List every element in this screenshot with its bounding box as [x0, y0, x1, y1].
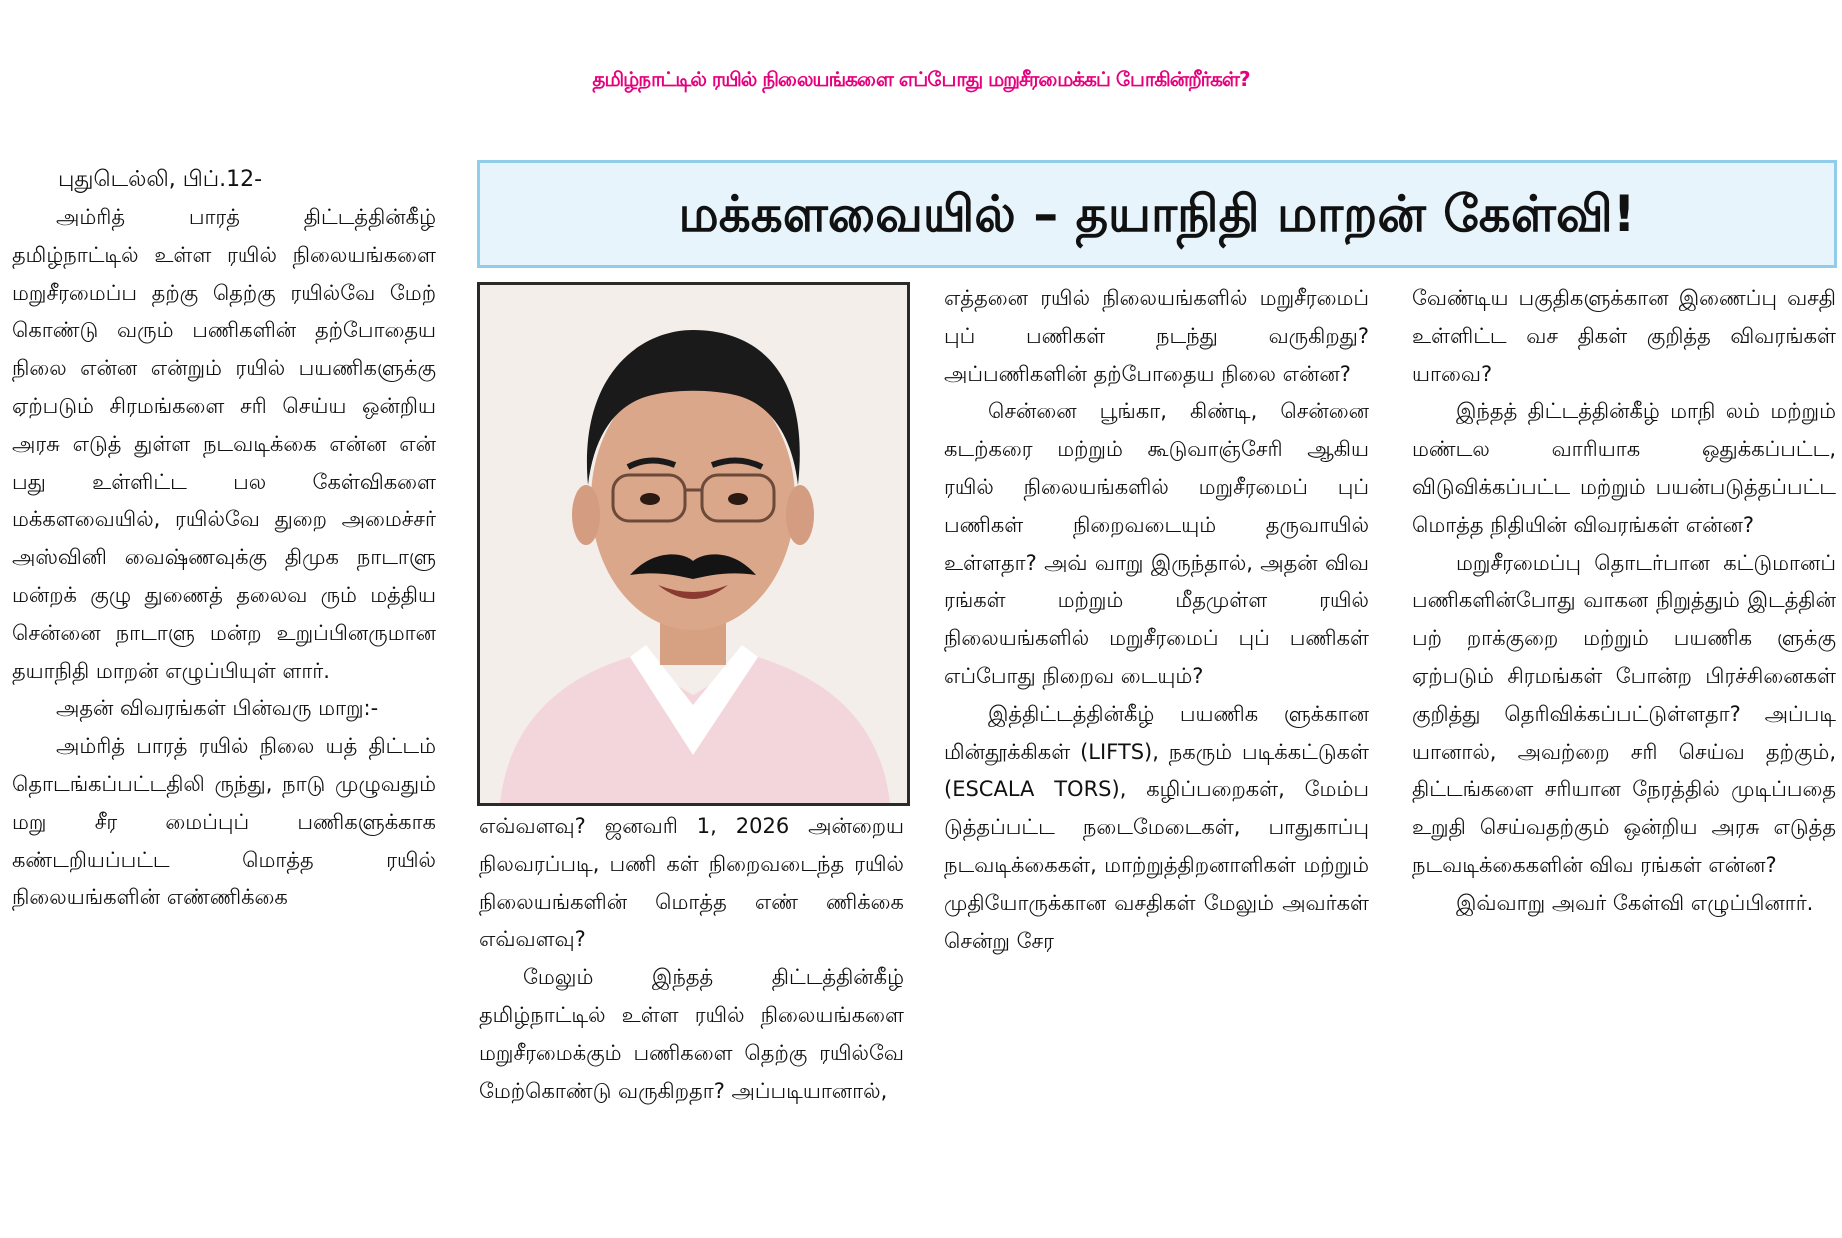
article-paragraph: எவ்வளவு? ஜனவரி 1, 2026 அன்றைய நிலவரப்படி, பணி கள் நிறைவடைந்த ரயில் நிலையங்களின் மொத்த எண் ணிக்கை எவ்வளவு?: [479, 814, 904, 952]
article-paragraph: இந்தத் திட்டத்தின்கீழ் மாநி லம் மற்றும் மண்டல வாரியாக ஒதுக்கப்பட்ட, விடுவிக்கப்பட்ட மற்றும் பயன்படுத்தப்பட்ட மொத்த நிதியின் விவரங்கள் என்ன?: [1412, 399, 1836, 537]
article-paragraph: மேலும் இந்தத் திட்டத்தின்கீழ் தமிழ்நாட்டில் உள்ள ரயில் நிலையங்களை மறுசீரமைக்கும் பணிகளை தெற்கு ரயில்வே மேற்கொண்டு வருகிறதா? அப்படியானால்,: [479, 965, 904, 1103]
article-column-4: [1412, 280, 1836, 1230]
article-paragraph: இத்திட்டத்தின்கீழ் பயணிக ளுக்கான மின்தூக்கிகள் (LIFTS), நகரும் படிக்கட்டுகள் (ESCALA TORS), கழிப்பறைகள், மேம்ப டுத்தப்பட்ட நடைமேடைகள், பாதுகாப்பு நடவடிக்கைகள், மாற்றுத்திறனாளிகள் மற்றும் முதியோருக்கான வசதிகள் மேலும் அவர்கள் சென்று சேர: [944, 701, 1369, 953]
article-paragraph: அதன் விவரங்கள் பின்வரு மாறு:-: [56, 696, 379, 721]
article-column-2: [479, 808, 904, 1228]
article-column-3: [944, 280, 1369, 1230]
subheadline: மக்களவையில் – தயாநிதி மாறன் கேள்வி!: [678, 185, 1636, 243]
article-paragraph: இவ்வாறு அவர் கேள்வி எழுப்பினார்.: [1456, 890, 1814, 915]
article-paragraph: அம்ரித் பாரத் திட்டத்தின்கீழ் தமிழ்நாட்டில் உள்ள ரயில் நிலையங்களை மறுசீரமைப்ப தற்கு தெற்கு ரயில்வே மேற் கொண்டு வரும் பணிகளின் தற்போதைய நிலை என்ன என்றும் ரயில் பயணிகளுக்கு ஏற்படும் சிரமங்களை சரி செய்ய ஒன்றிய அரசு எடுத் துள்ள நடவடிக்கை என்ன என் பது உள்ளிட்ட பல கேள்விகளை மக்களவையில், ரயில்வே துறை அமைச்சர் அஸ்வினி வைஷ்ணவுக்கு திமுக நாடாளு மன்றக் குழு துணைத் தலைவ ரும் மத்திய சென்னை நாடாளு மன்ற உறுப்பினருமான தயாநிதி மாறன் எழுப்பியுள் ளார்.: [12, 205, 436, 683]
subheadline-box: [477, 160, 1837, 268]
headline: தமிழ்நாட்டில் ரயில் நிலையங்களை எப்போது மறுசீரமைக்கப் போகின்றீர்கள்?: [592, 67, 1250, 91]
article-paragraph: மறுசீரமைப்பு தொடர்பான கட்டுமானப் பணிகளின்போது வாகன நிறுத்தும் இடத்தின் பற் றாக்குறை மற்றும் பயணிக ளுக்கு ஏற்படும் சிரமங்கள் போன்ற பிரச்சினைகள் குறித்து தெரிவிக்கப்பட்டுள்ளதா? அப்படி யானால், அவற்றை சரி செய்வ தற்கும், திட்டங்களை சரியான நேரத்தில் முடிப்பதை உறுதி செய்வதற்கும் ஒன்றிய அரசு எடுத்த நடவடிக்கைகளின் விவ ரங்கள் என்ன?: [1412, 550, 1836, 877]
article-paragraph: வேண்டிய பகுதிகளுக்கான இணைப்பு வசதி உள்ளிட்ட வச திகள் குறித்த விவரங்கள் யாவை?: [1412, 286, 1836, 386]
portrait-photo: [477, 282, 910, 806]
article-paragraph: அம்ரித் பாரத் ரயில் நிலை யத் திட்டம் தொடங்கப்பட்டதிலி ருந்து, நாடு முழுவதும் மறு சீர மைப்புப் பணிகளுக்காக கண்டறியப்பட்ட மொத்த ரயில் நிலையங்களின் எண்ணிக்கை: [12, 734, 436, 910]
dateline: புதுடெல்லி, பிப்.12-: [58, 167, 263, 192]
article-paragraph: எத்தனை ரயில் நிலையங்களில் மறுசீரமைப் புப் பணிகள் நடந்து வருகிறது? அப்பணிகளின் தற்போதைய நிலை என்ன?: [944, 286, 1369, 386]
article-paragraph: சென்னை பூங்கா, கிண்டி, சென்னை கடற்கரை மற்றும் கூடுவாஞ்சேரி ஆகிய ரயில் நிலையங்களில் மறுசீரமைப் புப் பணிகள் நிறைவடையும் தருவாயில் உள்ளதா? அவ் வாறு இருந்தால், அதன் விவ ரங்கள் மற்றும் மீதமுள்ள ரயில் நிலையங்களில் மறுசீரமைப் புப் பணிகள் எப்போது நிறைவ டையும்?: [944, 399, 1369, 688]
portrait-photo-icon: [480, 285, 907, 803]
article-column-1: [12, 199, 436, 1229]
